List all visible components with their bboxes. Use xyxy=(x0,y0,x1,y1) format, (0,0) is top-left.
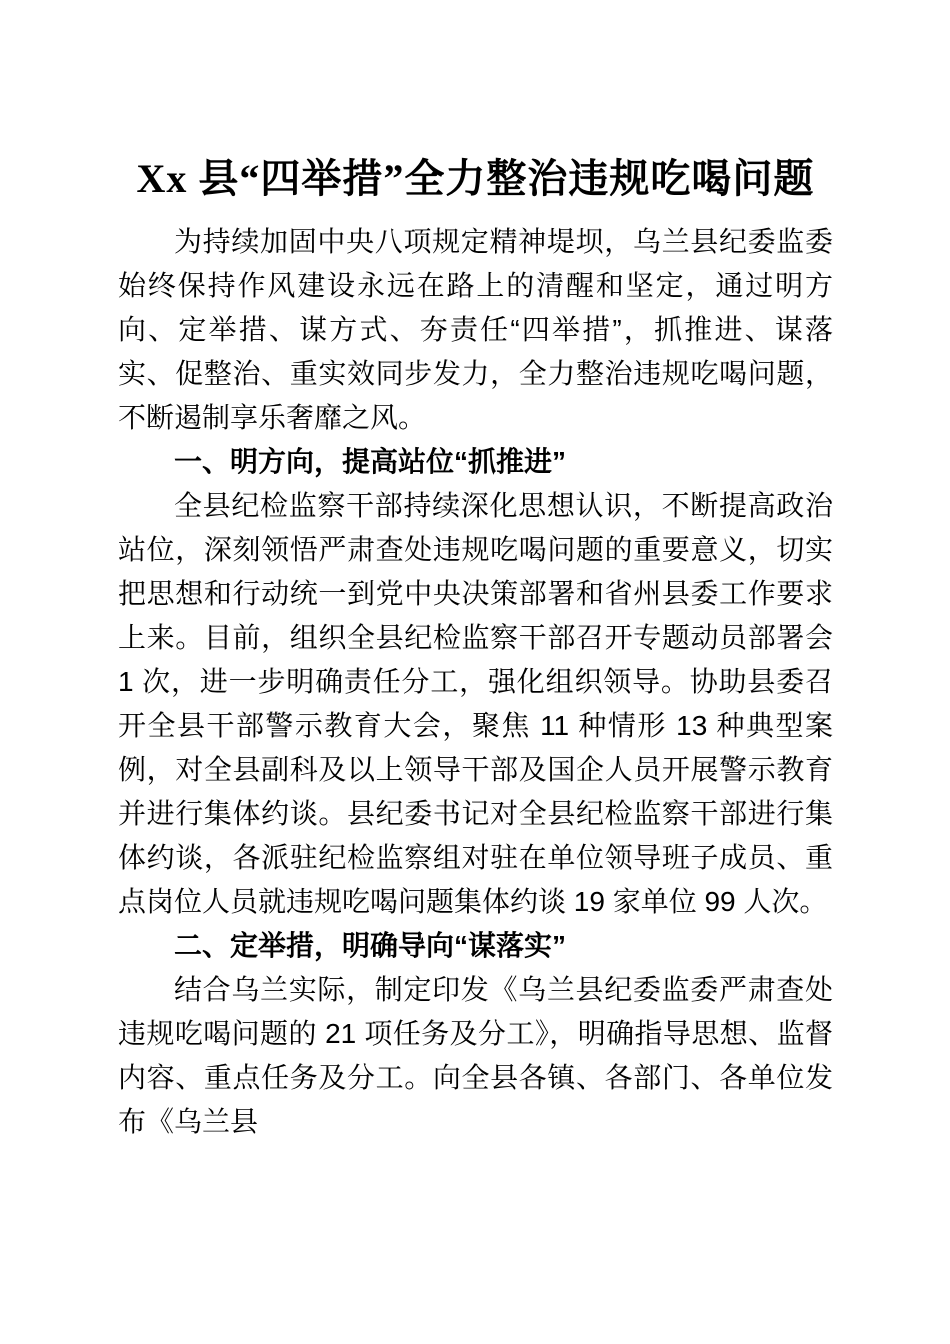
section-heading-1: 一、明方向，提高站位“抓推进” xyxy=(174,446,567,477)
document-title: Xx 县“四举措”全力整治违规吃喝问题 xyxy=(136,156,815,201)
paragraph-section-2: 结合乌兰实际，制定印发《乌兰县纪委监委严肃查处违规吃喝问题的 21 项任务及分工》，明确指导思想、监督内容、重点任务及分工。向全县各镇、各部门、各单位发布《乌兰县 xyxy=(118,974,833,1137)
paragraph-section-1: 全县纪检监察干部持续深化思想认识，不断提高政治站位，深刻领悟严肃查处违规吃喝问题的重要意义，切实把思想和行动统一到党中央决策部署和省州县委工作要求上来。目前，组织全县纪检监察干部召开专题动员部署会 1 次，进一步明确责任分工，强化组织领导。协助县委召开全县干部警示教育大会，聚焦 11 种情形 13 种典型案例，对全县副科及以上领导干部及国企人员开展警示教育并进行集体约谈。县纪委书记对全县纪检监察干部进行集体约谈，各派驻纪检监察组对驻在单位领导班子成员、重点岗位人员就违规吃喝问题集体约谈 19 家单位 99 人次。 xyxy=(118,490,833,917)
paragraph-intro: 为持续加固中央八项规定精神堤坝，乌兰县纪委监委始终保持作风建设永远在路上的清醒和坚定，通过明方向、定举措、谋方式、夯责任“四举措”，抓推进、谋落实、促整治、重实效同步发力，全力整治违规吃喝问题，不断遏制享乐奢靡之风。 xyxy=(118,226,833,433)
section-heading-2: 二、定举措，明确导向“谋落实” xyxy=(174,930,567,961)
